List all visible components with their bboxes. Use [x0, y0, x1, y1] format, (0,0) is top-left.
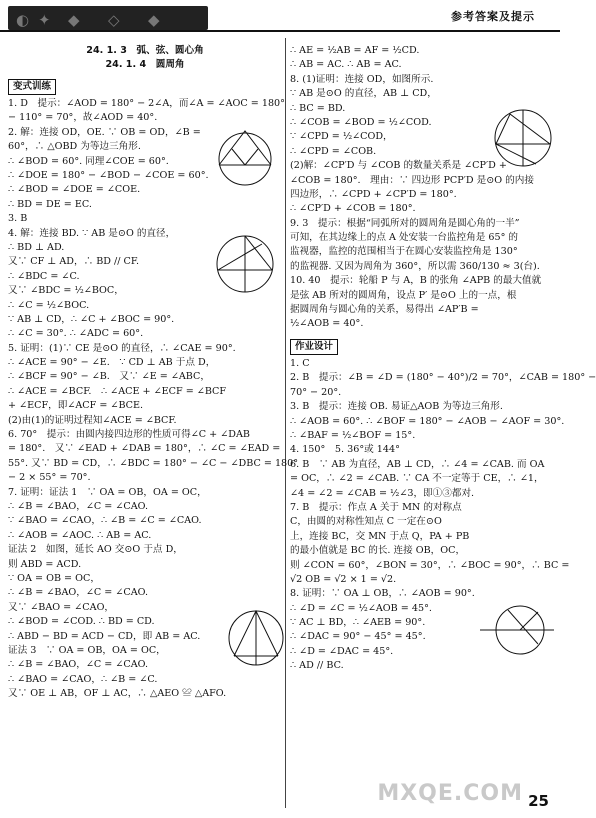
answer-line: ∴ ∠COB = ∠BOD = ½∠COD.: [290, 116, 432, 128]
answer-line: 6. B ∵ AB 为直径，AB ⊥ CD，∴ ∠4 = ∠CAB. 而 OA: [290, 458, 545, 470]
page-number: 25: [528, 791, 549, 810]
answer-line: ∴ ∠DAC = 90° − 45° = 45°.: [290, 631, 426, 643]
circle-diagram-q8: [490, 100, 556, 172]
answer-line: 55°. 又∵ BD = CD，∴ ∠BDC = 180° − ∠C − ∠DBC = 180°: [8, 457, 299, 469]
banner-ornament-icon: ✦: [38, 11, 51, 29]
answer-line: ∴ ∠C = ½∠BOC.: [8, 299, 90, 311]
answer-line: ½∠AOB = 40°.: [290, 318, 364, 330]
answer-line: ∴ BD ⊥ AD.: [8, 241, 65, 253]
circle-diagram-hw7: [478, 600, 556, 660]
answer-line: ∠4 = ∠2 = ∠CAB = ½∠3，即①③都对.: [290, 487, 475, 499]
answer-line: ∵ AB 是⊙O 的直径，AB ⊥ CD，: [290, 88, 437, 100]
answer-line: 监视器，监控的范围相当于在圆心安装监控角是 130°: [290, 246, 518, 258]
right-answer-lines: [290, 44, 556, 332]
answer-line: (2)由(1)的证明过程知∠ACE = ∠BCF.: [8, 414, 177, 426]
answer-line: ∵ AB ⊥ CD，∴ ∠C + ∠BOC = 90°.: [8, 313, 175, 325]
answer-line: 6. 70° 提示：由圆内接四边形的性质可得∠C + ∠DAB: [8, 429, 250, 441]
answer-line: 是弦 AB 所对的圆周角，设点 P′ 是⊙O 上的一点，根: [290, 289, 517, 301]
practice-tag: 变式训练: [8, 79, 56, 95]
answer-line: ∴ ∠ACE = 90° − ∠E. ∵ CD ⊥ AB 于点 D，: [8, 357, 216, 369]
answer-line: ∴ ∠CP′D + ∠COB = 180°.: [290, 203, 416, 215]
answer-line: 证法 2 如图，延长 AO 交⊙O 于点 D，: [8, 544, 183, 556]
answer-line: 8. 证明：∵ OA ⊥ OB，∴ ∠AOB = 90°.: [290, 588, 475, 600]
answer-line: 上，连接 BC，交 MN 于点 Q，PA + PB: [290, 530, 470, 542]
answer-line: − 110° = 70°，故∠AOD = 40°.: [8, 112, 158, 124]
answer-line: 四边形，∴ ∠CPD + ∠CP′D = 180°.: [290, 188, 457, 200]
answer-line: 4. 解：连接 BD. ∵ AB 是⊙O 的直径，: [8, 227, 176, 239]
header-banner: [8, 6, 208, 30]
answer-line: 的监视器. 又因为周角为 360°，所以需 360/130 ≈ 3(台).: [290, 260, 540, 272]
answer-line: 7. 证明：证法 1 ∵ OA = OB，OA = OC，: [8, 486, 207, 498]
answer-line: ∴ ∠B = ∠BAO，∠C = ∠CAO.: [8, 587, 149, 599]
answer-line: 又∵ OE ⊥ AB，OF ⊥ AC，∴ △AEO ≌ △AFO.: [8, 688, 227, 700]
answer-line: ∴ BD = DE = EC.: [8, 198, 92, 210]
answer-line: 8. (1)证明：连接 OD，如图所示.: [290, 73, 434, 85]
answer-line: ∴ ∠CPD = ∠COB.: [290, 145, 377, 157]
answer-line: ∴ ∠D = ∠C = ½∠AOB = 45°.: [290, 602, 432, 614]
answer-line: 的最小值就是 BC 的长. 连接 OB，OC，: [290, 545, 466, 557]
page-header: [0, 0, 563, 38]
answer-line: ∴ ∠BDC = ∠C.: [8, 270, 80, 282]
answer-line: ∴ AD // BC.: [290, 660, 344, 672]
answer-line: 证法 3 ∵ OA = OB，OA = OC，: [8, 644, 166, 656]
banner-ornament-icon: ◇: [108, 11, 120, 29]
watermark: MXQE.COM: [377, 781, 523, 806]
answer-line: 7. B 提示：作点 A 关于 MN 的对称点: [290, 501, 462, 513]
answer-line: 则 ∠CON = 60°，∠BON = 30°，∴ ∠BOC = 90°，∴ BC =: [290, 559, 570, 571]
answer-line: 又∵ CF ⊥ AD，∴ BD // CF.: [8, 256, 140, 268]
column-divider: [285, 38, 286, 808]
answer-line: = 180°. 又∵ ∠EAD + ∠DAB = 180°，∴ ∠C = ∠EAD =: [8, 443, 281, 455]
answer-line: (2)解：∠CP′D 与 ∠COB 的数量关系是 ∠CP′D +: [290, 160, 507, 172]
answer-line: ∴ ∠C = 30°. ∴ ∠ADC = 60°.: [8, 328, 144, 340]
answer-line: − 2 × 55° = 70°.: [8, 472, 91, 484]
answer-line: ∴ BC = BD.: [290, 102, 346, 114]
answer-line: ∴ AE = ½AB = AF = ½CD.: [290, 45, 420, 56]
answer-line: 10. 40 提示：轮船 P 与 A，B 的张角 ∠APB 的最大值就: [290, 275, 542, 287]
answer-line: ∵ OA = OB = OC，: [8, 572, 100, 584]
answer-line: ∴ ∠BCF = 90° − ∠B. 又∵ ∠E = ∠ABC，: [8, 371, 210, 383]
answer-line: ∴ ∠BAF = ½∠BOF = 15°.: [290, 430, 416, 442]
answer-line: C，由圆的对称性知点 C 一定在⊙O: [290, 516, 442, 528]
answer-line: ∴ ∠BOD = 60°. 同理∠COE = 60°.: [8, 155, 169, 167]
banner-ornament-icon: ◆: [68, 11, 80, 29]
answer-line: 1. D 提示：∠AOD = 180° − 2∠A，而∠A = ∠AOC = 180°: [8, 98, 285, 110]
circle-diagram-q2: [212, 125, 278, 187]
answer-line: √2 OB = √2 × 1 = √2.: [290, 573, 397, 585]
answer-line: 2. 解：连接 OD，OE. ∵ OB = OD，∠B =: [8, 126, 201, 138]
answer-line: 又∵ ∠BAO = ∠CAO，: [8, 601, 115, 613]
answer-line: ∠COB = 180°. 理由：∵ 四边形 PCP′D 是⊙O 的内接: [290, 174, 534, 186]
section-subtitle: 24. 1. 4 圆周角: [105, 58, 185, 70]
answer-line: + ∠ECF，即∠ACF = ∠BCE.: [8, 400, 144, 412]
answer-line: ∴ ∠AOB = ∠AOC. ∴ AB = AC.: [8, 529, 152, 541]
answer-line: ∴ ∠D = ∠DAC = 45°.: [290, 645, 394, 657]
answer-line: ∴ ∠ACE = ∠BCF. ∴ ∠ACE + ∠ECF = ∠BCF: [8, 385, 227, 397]
section-title: 24. 1. 3 弧、弦、圆心角: [86, 45, 204, 56]
answer-line: ∴ ∠BAO = ∠CAO，∴ ∠B = ∠C.: [8, 673, 158, 685]
answer-line: ∴ ∠AOB = 60°. ∴ ∠BOF = 180° − ∠AOB − ∠AOF = 30°.: [290, 415, 565, 427]
answer-line: ∴ ∠B = ∠BAO，∠C = ∠CAO.: [8, 501, 149, 512]
answer-line: 5. 证明：(1)∵ CE 是⊙O 的直径，∴ ∠CAE = 90°.: [8, 342, 236, 354]
answer-line: 3. B: [8, 213, 28, 225]
answer-line: 2. B 提示：∠B = ∠D = (180° − 40°)/2 = 70°，∠CAB = 180° −: [290, 372, 596, 384]
answer-line: ∵ ∠BAO = ∠CAO，∴ ∠B = ∠C = ∠CAO.: [8, 515, 202, 527]
answer-line: ∴ ∠BOD = ∠COD. ∴ BD = CD.: [8, 616, 155, 628]
answer-line: 9. 3 提示：根据“同弧所对的圆周角是圆心角的一半”: [290, 217, 520, 229]
circle-diagram-q7: [226, 598, 286, 674]
answer-line: 则 ABD = ACD.: [8, 558, 82, 570]
answer-line: 据圆周角与圆心角的关系，易得出 ∠AP′B =: [290, 304, 479, 316]
answer-line: 70° − 20°.: [290, 386, 342, 398]
banner-ornament-icon: ◆: [148, 11, 160, 29]
answer-line: ∵ ∠CPD = ½∠COD，: [290, 131, 393, 143]
answer-line: 4. 150° 5. 36°或 144°: [290, 444, 400, 456]
answer-line: 1. C: [290, 358, 310, 370]
answer-line: 又∵ ∠BDC = ½∠BOC，: [8, 285, 124, 297]
answer-line: ∴ ABD − BD = ACD − CD，即 AB = AC.: [8, 630, 201, 642]
answer-line: 可知，在其边缘上的点 A 处安装一台监控角是 65° 的: [290, 232, 519, 244]
answer-line: = OC，∴ ∠2 = ∠CAB. ∵ CA 不一定等于 CE，∴ ∠1，: [290, 473, 544, 485]
header-title: 参考答案及提示: [451, 10, 535, 23]
answer-line: 3. B 提示：连接 OB. 易证△AOB 为等边三角形.: [290, 401, 503, 413]
answer-line: ∴ AB = AC. ∴ AB = AC.: [290, 59, 402, 71]
header-rule: [0, 30, 560, 32]
homework-tag: 作业设计: [290, 339, 338, 355]
answer-line: ∴ ∠DOE = 180° − ∠BOD − ∠COE = 60°.: [8, 170, 209, 182]
answer-line: ∵ AC ⊥ BD，∴ ∠AEB = 90°.: [290, 617, 426, 629]
answer-line: 60°，∴ △OBD 为等边三角形.: [8, 141, 141, 153]
banner-ornament-icon: ◐: [16, 11, 30, 29]
answer-line: ∴ ∠BOD = ∠DOE = ∠COE.: [8, 184, 141, 196]
answer-line: ∴ ∠B = ∠BAO，∠C = ∠CAO.: [8, 659, 149, 671]
circle-diagram-q4: [212, 228, 278, 298]
